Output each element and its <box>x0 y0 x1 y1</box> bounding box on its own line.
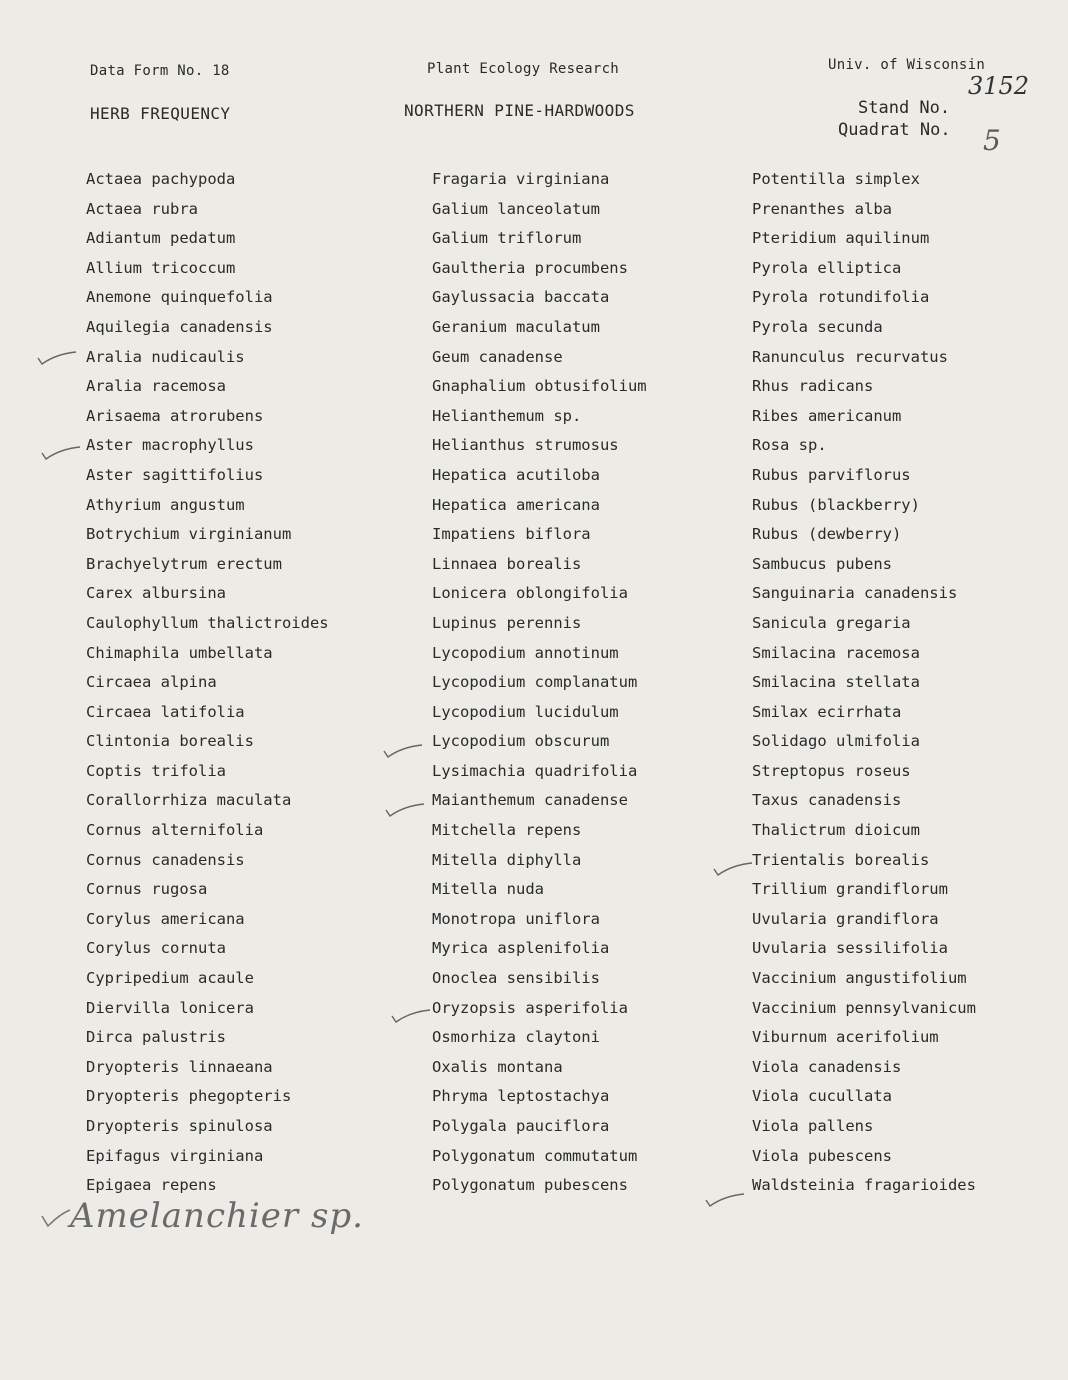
species-item: Lycopodium lucidulum <box>432 702 619 721</box>
species-item: Prenanthes alba <box>752 199 892 218</box>
species-item: Mitchella repens <box>432 821 582 840</box>
species-item: Geranium maculatum <box>432 317 600 336</box>
species-item: Ribes americanum <box>752 406 902 425</box>
organization: Plant Ecology Research <box>427 61 620 77</box>
species-item: Mitella diphylla <box>432 850 582 869</box>
species-item: Carex albursina <box>86 584 226 603</box>
species-item: Fragaria virginiana <box>432 170 610 188</box>
species-item: Lycopodium obscurum <box>432 732 610 751</box>
species-item: Helianthemum sp. <box>432 406 582 425</box>
species-item: Rubus parviflorus <box>752 465 911 484</box>
species-item: Polygala pauciflora <box>432 1117 610 1135</box>
species-item: Smilacina stellata <box>752 673 920 692</box>
pencil-check-mark <box>40 441 80 461</box>
species-item: Epigaea repens <box>86 1176 217 1195</box>
species-item: Lonicera oblongifolia <box>432 584 628 603</box>
species-column-1 <box>86 168 329 1204</box>
species-item: Cornus alternifolia <box>86 821 264 840</box>
handwritten-species-addition: Amelanchier sp. <box>70 1196 364 1236</box>
species-item: Polygonatum pubescens <box>432 1176 628 1195</box>
species-item: Vaccinium angustifolium <box>752 969 967 988</box>
species-item: Rhus radicans <box>752 377 874 396</box>
species-item: Geum canadense <box>432 347 563 366</box>
species-item: Uvularia sessilifolia <box>752 939 948 958</box>
species-item: Cornus rugosa <box>86 880 208 899</box>
species-item: Botrychium virginianum <box>86 525 292 544</box>
species-item: Thalictrum dioicum <box>752 821 920 840</box>
species-item: Dryopteris phegopteris <box>86 1087 292 1106</box>
species-item: Dirca palustris <box>86 1028 226 1047</box>
form-number: Data Form No. 18 <box>90 63 230 79</box>
species-item: Corallorrhiza maculata <box>86 791 292 810</box>
species-item: Solidago ulmifolia <box>752 732 920 751</box>
species-item: Gnaphalium obtusifolium <box>432 377 647 396</box>
species-item: Dryopteris spinulosa <box>86 1117 273 1135</box>
species-item: Uvularia grandiflora <box>752 909 939 928</box>
species-item: Aster macrophyllus <box>86 436 254 455</box>
species-item: Aralia racemosa <box>86 377 226 396</box>
species-item: Potentilla simplex <box>752 170 920 188</box>
species-item: Helianthus strumosus <box>432 436 619 455</box>
species-item: Corylus cornuta <box>86 939 226 958</box>
species-column-3 <box>752 168 976 1204</box>
species-item: Cornus canadensis <box>86 850 245 869</box>
species-item: Rubus (dewberry) <box>752 525 902 544</box>
species-item: Smilacina racemosa <box>752 643 920 662</box>
species-item: Ranunculus recurvatus <box>752 347 948 366</box>
pencil-check-mark <box>384 798 424 818</box>
species-item: Mitella nuda <box>432 880 544 899</box>
species-item: Corylus americana <box>86 909 245 928</box>
species-item: Actaea rubra <box>86 199 198 218</box>
species-item: Pyrola secunda <box>752 317 883 336</box>
university: Univ. of Wisconsin <box>828 57 986 73</box>
species-column-2 <box>432 168 647 1204</box>
species-item: Osmorhiza claytoni <box>432 1028 600 1047</box>
species-item: Circaea alpina <box>86 673 217 692</box>
stand-label: Stand No. <box>858 98 951 118</box>
species-item: Allium tricoccum <box>86 258 236 277</box>
species-item: Pyrola elliptica <box>752 258 902 277</box>
species-item: Viola pubescens <box>752 1146 892 1165</box>
species-item: Caulophyllum thalictroides <box>86 613 329 632</box>
species-item: Monotropa uniflora <box>432 909 600 928</box>
species-item: Waldsteinia fragarioides <box>752 1176 976 1195</box>
species-item: Sanguinaria canadensis <box>752 584 958 603</box>
species-item: Trillium grandiflorum <box>752 880 948 899</box>
species-item: Galium lanceolatum <box>432 199 600 218</box>
stand-number-handwritten: 3152 <box>968 72 1030 100</box>
species-item: Coptis trifolia <box>86 761 226 780</box>
species-item: Sambucus pubens <box>752 554 892 573</box>
pencil-check-mark <box>704 1188 744 1208</box>
species-item: Viburnum acerifolium <box>752 1028 939 1047</box>
species-item: Rosa sp. <box>752 436 827 455</box>
pencil-check-mark <box>382 739 422 759</box>
pencil-check-mark <box>712 857 752 877</box>
species-item: Brachyelytrum erectum <box>86 554 282 573</box>
species-item: Pteridium aquilinum <box>752 229 930 248</box>
species-item: Athyrium angustum <box>86 495 245 514</box>
species-item: Dryopteris linnaeana <box>86 1057 273 1076</box>
quadrat-number-handwritten: 5 <box>983 124 1001 157</box>
pencil-check-mark <box>390 1004 430 1024</box>
species-item: Hepatica americana <box>432 495 600 514</box>
species-item: Epifagus virginiana <box>86 1146 264 1165</box>
species-item: Adiantum pedatum <box>86 229 236 248</box>
species-item: Aster sagittifolius <box>86 465 264 484</box>
species-item: Lycopodium complanatum <box>432 673 638 692</box>
species-item: Gaylussacia baccata <box>432 288 610 307</box>
quadrat-label: Quadrat No. <box>838 120 951 140</box>
species-item: Chimaphila umbellata <box>86 643 273 662</box>
species-item: Actaea pachypoda <box>86 170 236 188</box>
species-item: Polygonatum commutatum <box>432 1146 638 1165</box>
form-title: HERB FREQUENCY <box>90 104 231 123</box>
species-item: Phryma leptostachya <box>432 1087 610 1106</box>
species-item: Aralia nudicaulis <box>86 347 245 366</box>
species-item: Lycopodium annotinum <box>432 643 619 662</box>
species-item: Smilax ecirrhata <box>752 702 902 721</box>
species-item: Gaultheria procumbens <box>432 258 628 277</box>
species-item: Vaccinium pennsylvanicum <box>752 998 976 1017</box>
species-item: Viola canadensis <box>752 1057 902 1076</box>
species-item: Trientalis borealis <box>752 850 930 869</box>
community-title: NORTHERN PINE-HARDWOODS <box>404 101 635 120</box>
species-item: Lupinus perennis <box>432 613 582 632</box>
species-item: Oryzopsis asperifolia <box>432 998 628 1017</box>
pencil-check-mark <box>36 346 76 366</box>
species-item: Hepatica acutiloba <box>432 465 600 484</box>
species-item: Taxus canadensis <box>752 791 902 810</box>
species-item: Myrica asplenifolia <box>432 939 610 958</box>
species-item: Linnaea borealis <box>432 554 582 573</box>
species-item: Sanicula gregaria <box>752 613 911 632</box>
species-item: Clintonia borealis <box>86 732 254 751</box>
species-item: Viola pallens <box>752 1117 874 1135</box>
species-item: Circaea latifolia <box>86 702 245 721</box>
species-item: Cypripedium acaule <box>86 969 254 988</box>
species-item: Arisaema atrorubens <box>86 406 264 425</box>
species-item: Maianthemum canadense <box>432 791 628 810</box>
species-item: Lysimachia quadrifolia <box>432 761 638 780</box>
species-item: Streptopus roseus <box>752 761 911 780</box>
species-item: Onoclea sensibilis <box>432 969 600 988</box>
species-item: Viola cucullata <box>752 1087 892 1106</box>
species-item: Aquilegia canadensis <box>86 317 273 336</box>
species-item: Diervilla lonicera <box>86 998 254 1017</box>
species-item: Anemone quinquefolia <box>86 288 273 307</box>
species-item: Pyrola rotundifolia <box>752 288 930 307</box>
species-item: Galium triflorum <box>432 229 582 248</box>
species-item: Oxalis montana <box>432 1057 563 1076</box>
species-item: Impatiens biflora <box>432 525 591 544</box>
species-item: Rubus (blackberry) <box>752 495 920 514</box>
